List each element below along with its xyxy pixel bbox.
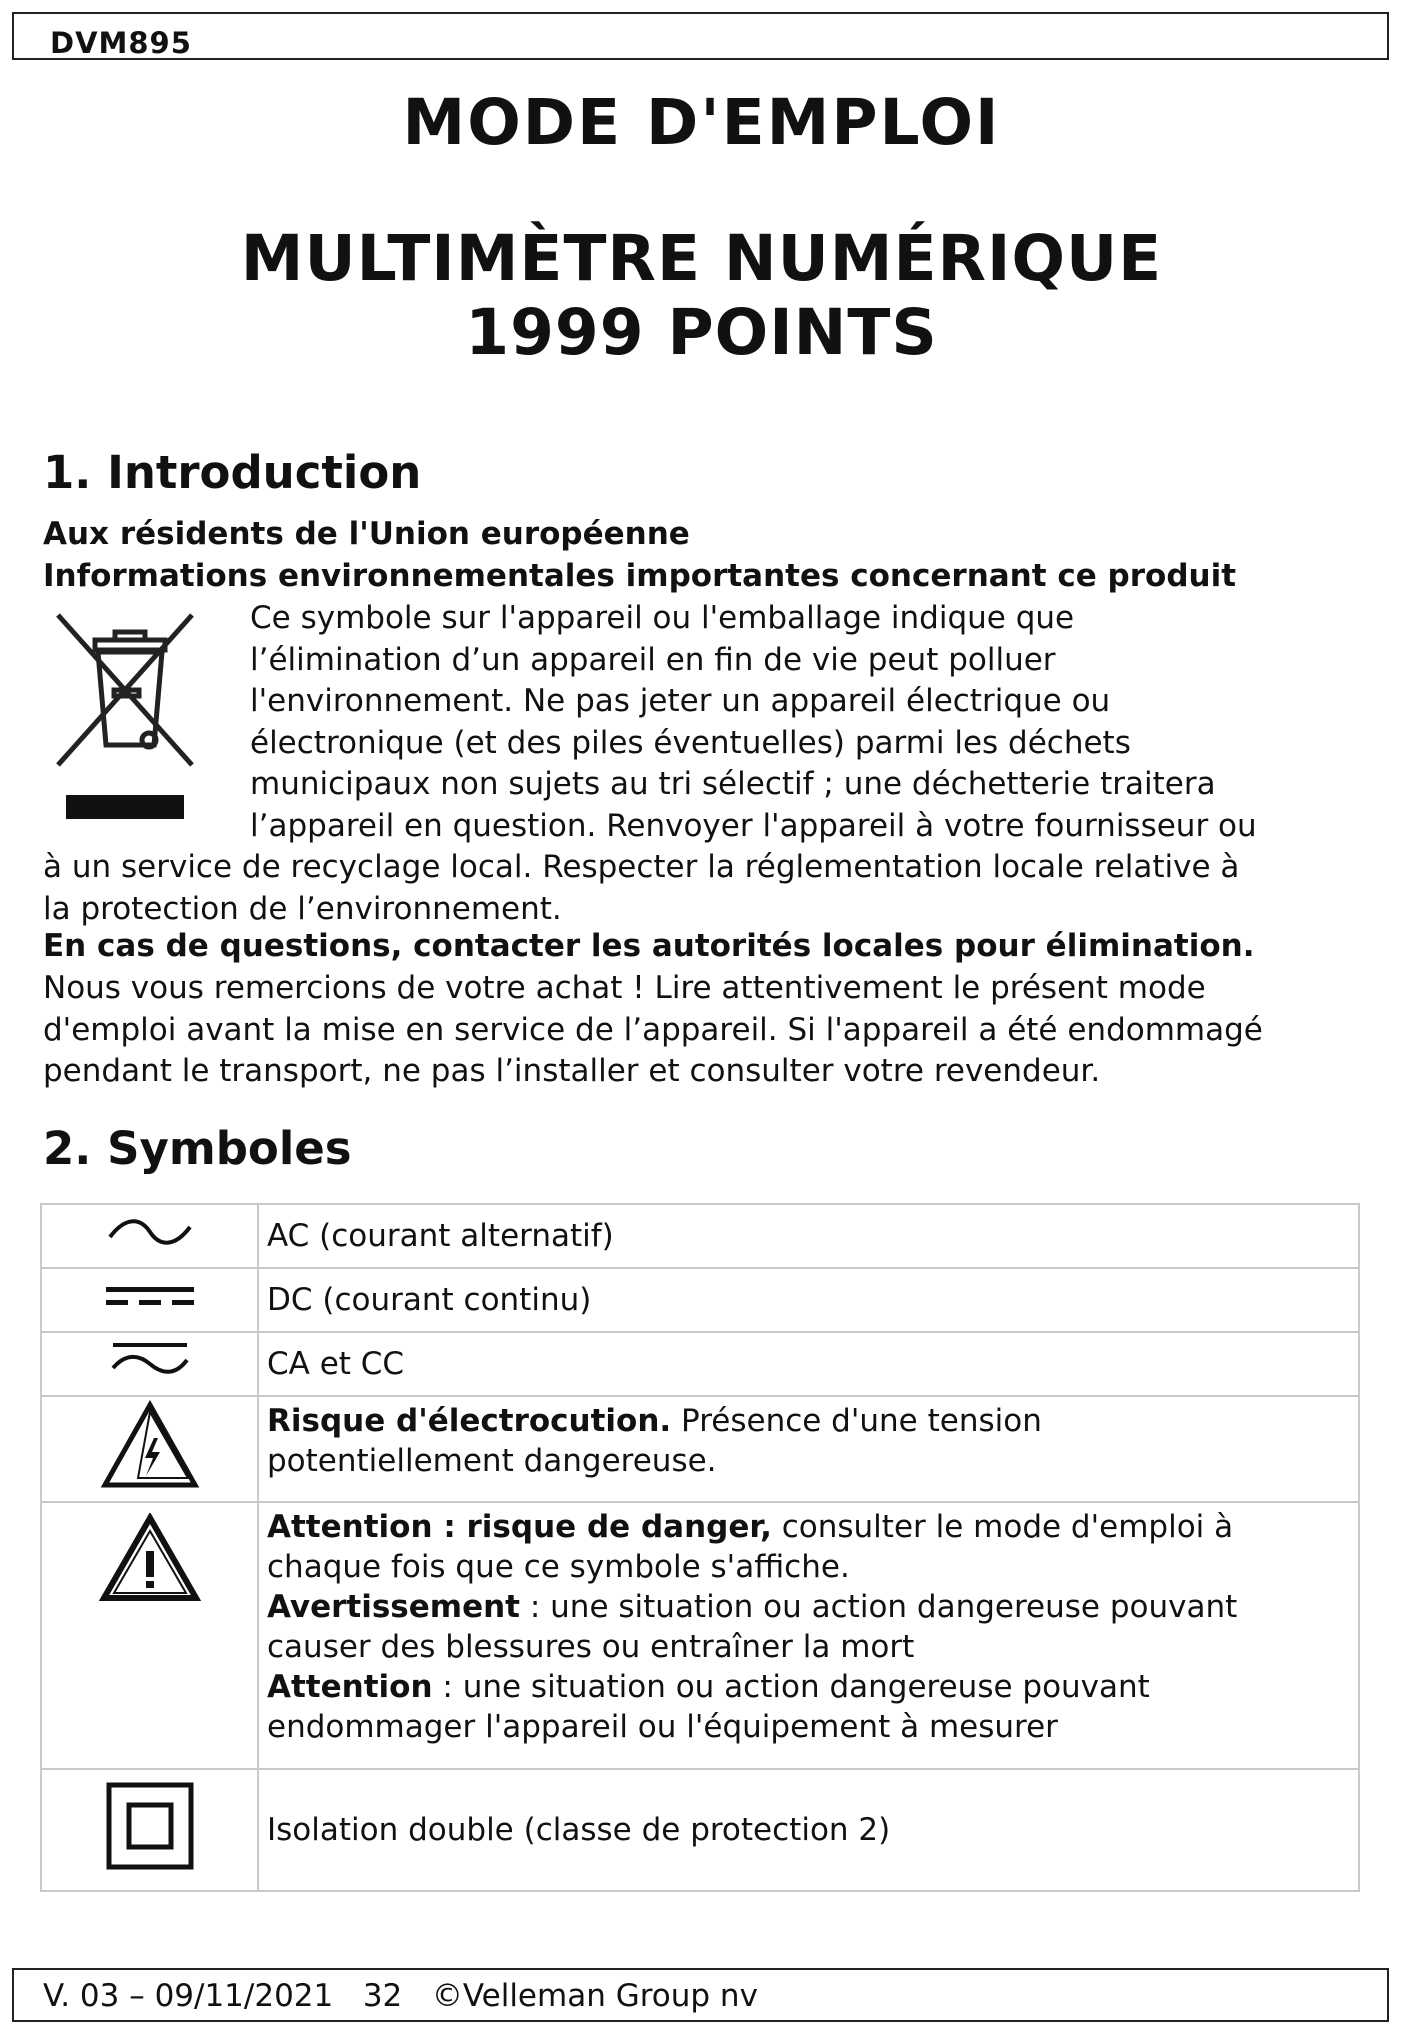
double-insulation-icon bbox=[105, 1781, 195, 1871]
symbol-description: Isolation double (classe de protection 2) bbox=[258, 1769, 1359, 1891]
table-row bbox=[41, 1502, 1359, 1769]
weee-paragraph-continued bbox=[43, 847, 1383, 930]
thanks-line: pendant le transport, ne pas l’installer et consulter votre revendeur. bbox=[43, 1053, 1101, 1089]
symbols-table bbox=[40, 1203, 1360, 1892]
section-heading-symbols: 2. Symboles bbox=[43, 1122, 352, 1175]
contact-authorities-line: En cas de questions, contacter les autorités locales pour élimination. bbox=[43, 928, 1255, 964]
table-row bbox=[41, 1769, 1359, 1891]
table-row bbox=[41, 1396, 1359, 1502]
table-row bbox=[41, 1268, 1359, 1332]
ac-wave-icon bbox=[105, 1217, 195, 1247]
symbol-description: AC (courant alternatif) bbox=[258, 1204, 1359, 1268]
electrocution-warning-icon bbox=[100, 1400, 200, 1490]
thanks-line: Nous vous remercions de votre achat ! Lire attentivement le présent mode bbox=[43, 970, 1206, 1006]
eu-residents-line: Aux résidents de l'Union européenne bbox=[43, 516, 690, 552]
environment-info-line: Informations environnementales importantes concernant ce produit bbox=[43, 558, 1237, 594]
dc-line-icon bbox=[102, 1281, 198, 1311]
weee-line: municipaux non sujets au tri sélectif ; une déchetterie traitera bbox=[250, 766, 1216, 802]
version-date: V. 03 – 09/11/2021 bbox=[43, 1978, 334, 2014]
weee-line: la protection de l’environnement. bbox=[43, 890, 562, 927]
symbol-description: CA et CC bbox=[258, 1332, 1359, 1396]
product-title-line1: MULTIMÈTRE NUMÉRIQUE bbox=[240, 222, 1163, 295]
section-heading-introduction: 1. Introduction bbox=[43, 446, 422, 499]
symbol-description: Attention : risque de danger, consulter le mode d'emploi à chaque fois que ce symbole s'affiche. Avertissement : une situation ou action dangereuse pouvant causer des blessures ou entraîner la mort Attention : une situation ou action dangereuse pouvant endommager l'appareil ou l'équipement à mesurer bbox=[258, 1502, 1359, 1769]
symbol-description: Risque d'électrocution. Présence d'une tension potentiellement dangereuse. bbox=[258, 1396, 1359, 1502]
header-frame bbox=[12, 12, 1389, 60]
copyright: ©Velleman Group nv bbox=[431, 1978, 758, 2014]
weee-line: Ce symbole sur l'appareil ou l'emballage indique que bbox=[250, 600, 1075, 636]
product-title-line2: 1999 POINTS bbox=[465, 296, 938, 369]
weee-line: l’appareil en question. Renvoyer l'appareil à votre fournisseur ou bbox=[250, 807, 1257, 844]
weee-paragraph bbox=[250, 598, 1380, 847]
table-row bbox=[41, 1204, 1359, 1268]
weee-line: l'environnement. Ne pas jeter un appareil électrique ou bbox=[250, 683, 1111, 719]
caution-warning-icon bbox=[98, 1513, 202, 1603]
weee-line: électronique (et des piles éventuelles) parmi les déchets bbox=[250, 724, 1131, 761]
symbol-description: DC (courant continu) bbox=[258, 1268, 1359, 1332]
document-title: MODE D'EMPLOI bbox=[402, 86, 1001, 159]
thanks-paragraph bbox=[43, 968, 1383, 1093]
ac-dc-icon bbox=[105, 1340, 195, 1380]
page-number: 32 bbox=[362, 1978, 403, 2014]
weee-line: l’élimination d’un appareil en fin de vie peut polluer bbox=[250, 641, 1056, 678]
thanks-line: d'emploi avant la mise en service de l’appareil. Si l'appareil a été endommagé bbox=[43, 1011, 1263, 1048]
table-row bbox=[41, 1332, 1359, 1396]
footer bbox=[43, 1978, 758, 2014]
model-code: DVM895 bbox=[50, 26, 192, 60]
weee-line: à un service de recyclage local. Respecter la réglementation locale relative à bbox=[43, 849, 1240, 885]
crossed-out-wheelie-bin-icon bbox=[50, 610, 200, 830]
